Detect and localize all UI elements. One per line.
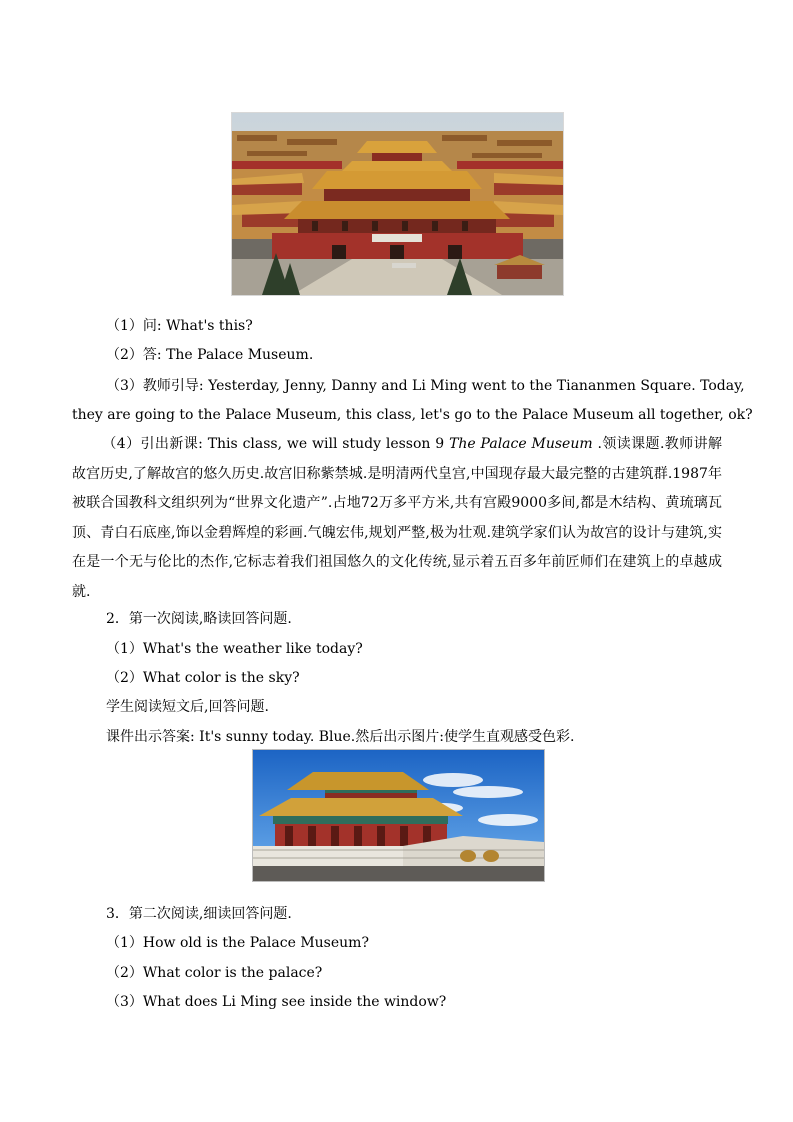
answer-palace-museum: （2）答: The Palace Museum. <box>106 347 314 363</box>
section-2-question-1: （1）What's the weather like today? <box>106 641 363 657</box>
new-lesson-lead: （4）引出新课: This class, we will study lesson 9 <box>102 436 450 452</box>
section-3-question-3: （3）What does Li Ming see inside the window? <box>106 994 447 1010</box>
palace-hall-illustration <box>253 750 544 881</box>
teacher-guide-line-2: they are going to the Palace Museum, this class, let's go to the Palace Museum all together, ok? <box>72 407 753 423</box>
question-what-is-this: （1）问: What's this? <box>106 318 253 334</box>
section-2-heading: 2．第一次阅读,略读回答问题. <box>106 611 292 627</box>
section-2-question-2: （2）What color is the sky? <box>106 670 300 686</box>
section-3-heading: 3．第二次阅读,细读回答问题. <box>106 906 292 922</box>
section-3-question-1: （1）How old is the Palace Museum? <box>106 935 369 951</box>
lesson-title: The Palace Museum <box>449 436 593 452</box>
new-lesson-body: .领读课题.教师讲解故宫历史,了解故宫的悠久历史.故宫旧称紫禁城.是明清两代皇宫,中国现存最大最完整的古建筑群.1987年被联合国教科文组织列为“世界文化遗产”.占地72万多平方米,共有宫殿9000多间,都是木结构、黄琉璃瓦顶、青白石底座,饰以金碧辉煌的彩画.气魄宏伟,规划严整,极为壮观.建筑学家们认为故宫的设计与建筑,实在是一个无与伦比的杰作,它标志着我们祖国悠久的文化传统,显示着五百多年前匠师们在建筑上的卓越成就. <box>72 436 723 600</box>
section-2-answer: 课件出示答案: It's sunny today. Blue.然后出示图片:使学生直观感受色彩. <box>106 729 575 745</box>
palace-hall-photo <box>252 749 545 882</box>
palace-aerial-photo <box>231 112 564 296</box>
new-lesson-paragraph <box>72 430 722 607</box>
teacher-guide-line-1: （3）教师引导: Yesterday, Jenny, Danny and Li Ming went to the Tiananmen Square. Today, <box>106 378 745 394</box>
section-3-question-2: （2）What color is the palace? <box>106 965 323 981</box>
palace-aerial-illustration <box>232 113 563 295</box>
section-2-note: 学生阅读短文后,回答问题. <box>106 699 269 715</box>
